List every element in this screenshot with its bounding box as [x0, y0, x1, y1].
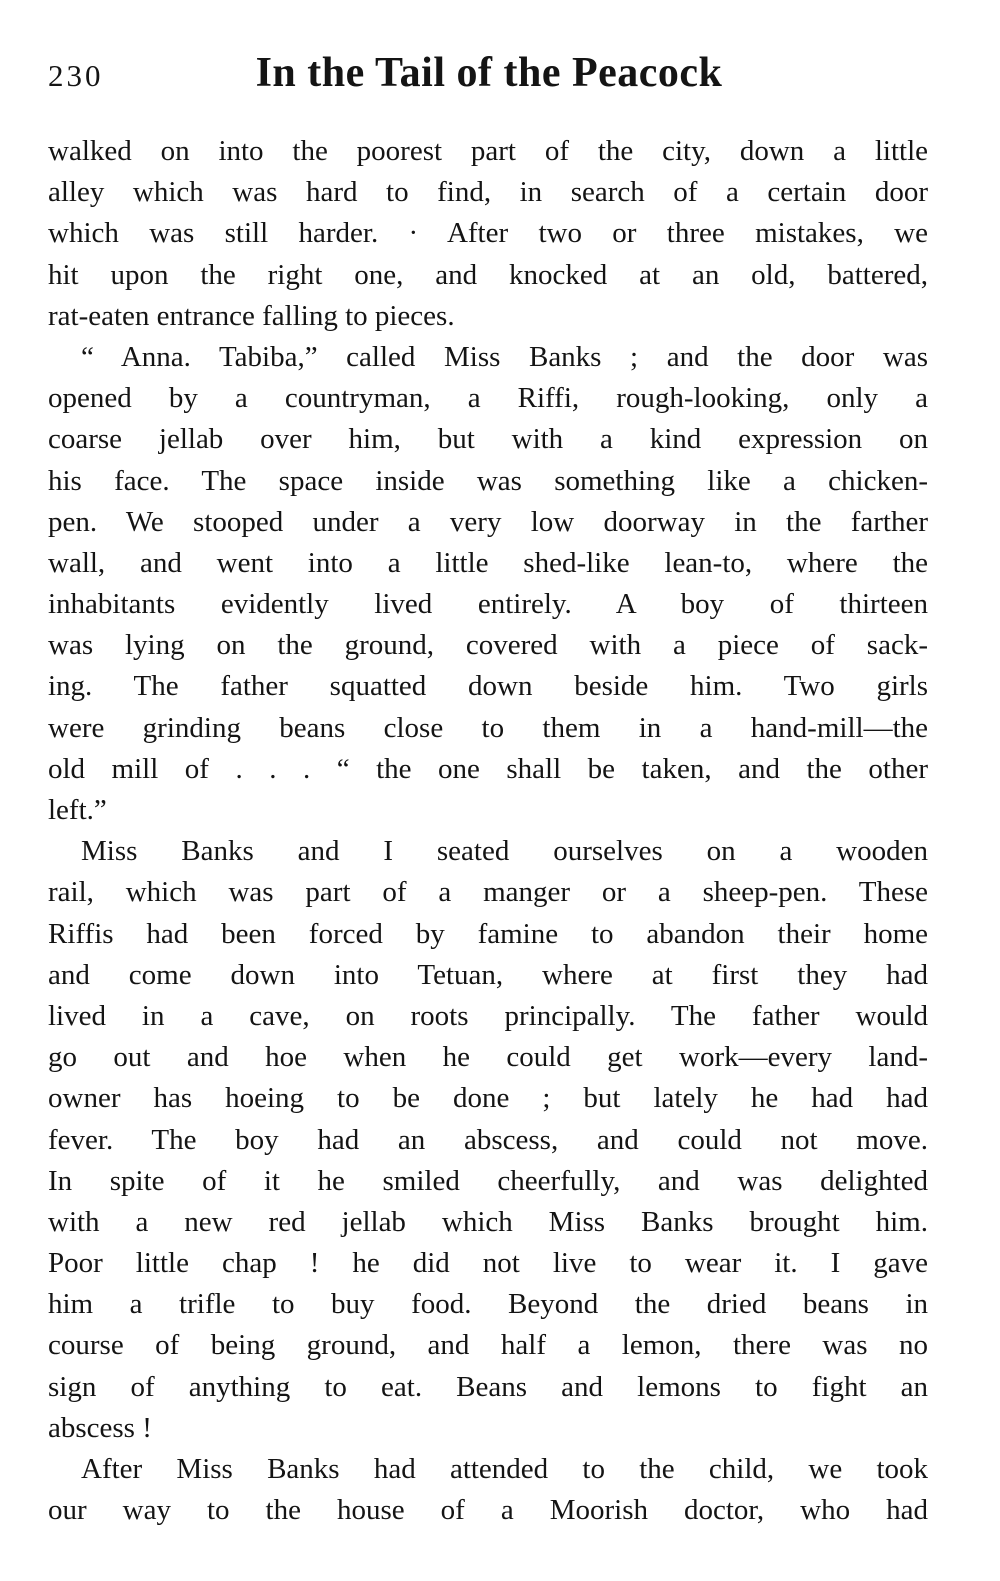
text-line: course of being ground, and half a lemon, there was no — [48, 1329, 928, 1362]
text-line: were grinding beans close to them in a hand-mill—the — [48, 711, 928, 744]
text-line: fever. The boy had an abscess, and could not move. — [48, 1123, 928, 1156]
text-line: rat-eaten entrance falling to pieces. — [48, 299, 455, 332]
text-line: pen. We stooped under a very low doorway in the farther — [48, 505, 928, 538]
running-title: In the Tail of the Peacock — [255, 50, 723, 96]
text-line: sign of anything to eat. Beans and lemons to fight an — [48, 1370, 928, 1403]
text-line: which was still harder. · After two or three mistakes, we — [48, 217, 928, 250]
text-line: owner has hoeing to be done ; but lately he had had — [48, 1082, 928, 1115]
text-line: In spite of it he smiled cheerfully, and was delighted — [48, 1164, 928, 1197]
text-line: Riffis had been forced by famine to abandon their home — [48, 917, 928, 950]
page-number: 230 — [48, 58, 104, 93]
text-line: left.” — [48, 794, 107, 826]
text-line: coarse jellab over him, but with a kind expression on — [48, 423, 928, 456]
text-line: inhabitants evidently lived entirely. A boy of thirteen — [48, 588, 928, 621]
text-line: rail, which was part of a manger or a sheep-pen. These — [48, 876, 928, 909]
page-body — [48, 131, 928, 1531]
text-line: abscess ! — [48, 1411, 152, 1444]
text-line: his face. The space inside was something like a chicken- — [48, 464, 928, 497]
text-line: old mill of . . . “ the one shall be taken, and the other — [48, 752, 928, 785]
text-line: ing. The father squatted down beside him. Two girls — [48, 670, 928, 703]
text-line: opened by a countryman, a Riffi, rough-looking, only a — [48, 382, 928, 415]
text-line: go out and hoe when he could get work—every land- — [48, 1041, 928, 1074]
text-line: walked on into the poorest part of the city, down a little — [48, 135, 928, 167]
text-line: and come down into Tetuan, where at first they had — [48, 958, 928, 991]
text-line: was lying on the ground, covered with a piece of sack- — [48, 629, 928, 662]
text-line: him a trifle to buy food. Beyond the dried beans in — [48, 1288, 928, 1321]
text-line: wall, and went into a little shed-like lean-to, where the — [48, 546, 928, 579]
text-line: After Miss Banks had attended to the child, we took — [81, 1453, 928, 1485]
text-line: with a new red jellab which Miss Banks brought him. — [48, 1205, 928, 1238]
text-line: lived in a cave, on roots principally. The father would — [48, 999, 928, 1032]
text-line: hit upon the right one, and knocked at an old, battered, — [48, 258, 928, 291]
text-line: our way to the house of a Moorish doctor, who had — [48, 1494, 928, 1527]
text-line: “ Anna. Tabiba,” called Miss Banks ; and the door was — [81, 340, 928, 373]
text-line: Miss Banks and I seated ourselves on a wooden — [81, 835, 928, 868]
text-line: Poor little chap ! he did not live to wear it. I gave — [48, 1247, 928, 1280]
text-line: alley which was hard to find, in search of a certain door — [48, 176, 928, 209]
